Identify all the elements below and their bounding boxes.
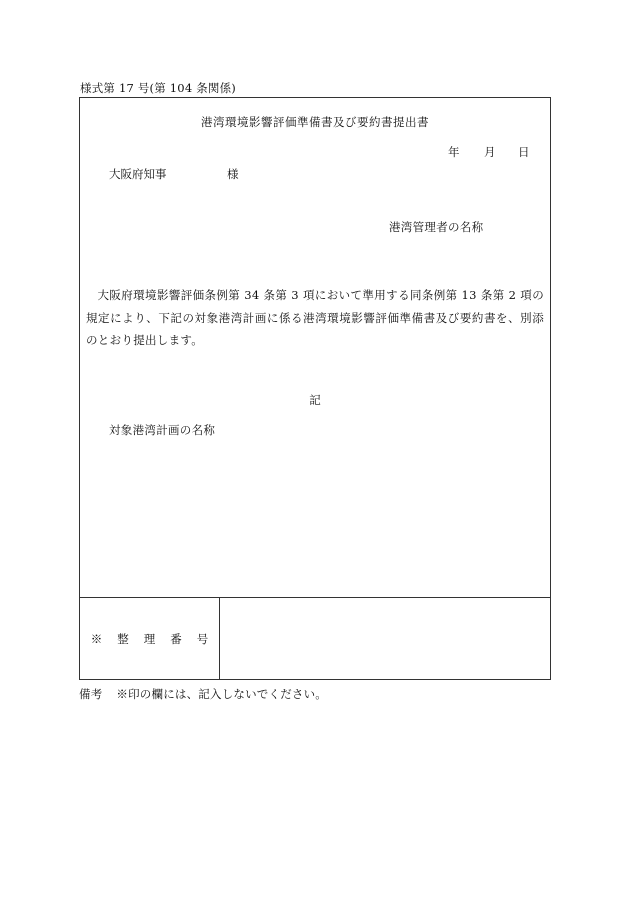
ki-heading: 記 bbox=[309, 393, 321, 407]
reference-number-label: ※整理番号 bbox=[80, 598, 220, 679]
note bbox=[79, 686, 327, 702]
body-text: 大阪府環境影響評価条例第 34 条第 3 項において準用する同条例第 13 条第 2 項の規定により、下記の対象港湾計画に係る港湾環境影響評価準備書及び要約書を、別添のとおり提出します。 bbox=[86, 288, 544, 347]
date-month: 月 bbox=[484, 145, 496, 159]
date-day: 日 bbox=[518, 145, 530, 159]
form-ref: 様式第 17 号(第 104 条関係) bbox=[80, 81, 236, 95]
honorific: 様 bbox=[227, 167, 239, 181]
form-title: 港湾環境影響評価準備書及び要約書提出書 bbox=[201, 115, 429, 129]
date-year: 年 bbox=[448, 145, 460, 159]
plan-name-label: 対象港湾計画の名称 bbox=[109, 423, 216, 437]
note-label: 備考 bbox=[79, 687, 103, 701]
reference-number-table bbox=[79, 597, 551, 680]
addressee: 大阪府知事 bbox=[109, 167, 167, 181]
note-text: ※印の欄には、記入しないでください。 bbox=[116, 687, 328, 701]
reference-number-field bbox=[220, 598, 550, 679]
form-box bbox=[79, 97, 551, 598]
applicant-label: 港湾管理者の名称 bbox=[389, 220, 484, 234]
